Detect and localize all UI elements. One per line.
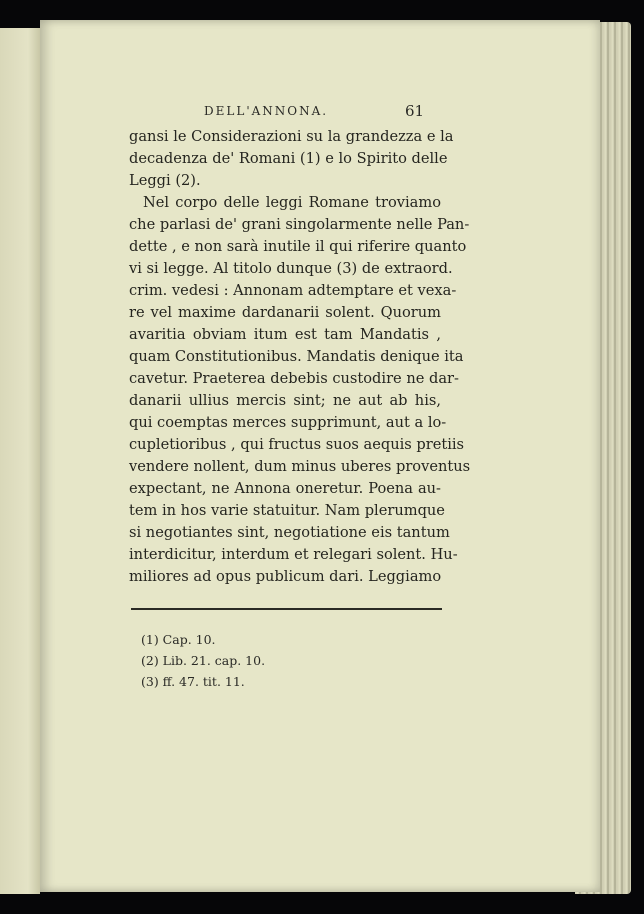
running-title: DELL'ANNONA. bbox=[204, 104, 329, 118]
text-line: cupletioribus , qui fructus suos aequis pretiis bbox=[129, 436, 465, 453]
text-line: vi si legge. Al titolo dunque (3) de extraord. bbox=[129, 260, 453, 277]
text-line: avaritia obviam itum est tam Mandatis , bbox=[129, 326, 441, 343]
paragraph-2 bbox=[129, 192, 471, 588]
text-line: danarii ullius mercis sint; ne aut ab his, bbox=[129, 392, 441, 409]
footnote-3: (3) ff. 47. tit. 11. bbox=[141, 674, 245, 689]
text-line: dette , e non sarà inutile il qui riferire quanto bbox=[129, 238, 467, 255]
page-number: 61 bbox=[405, 102, 425, 120]
text-line: che parlasi de' grani singolarmente nelle Pan- bbox=[129, 216, 470, 233]
text-line: vendere nollent, dum minus uberes proventus bbox=[129, 458, 471, 475]
footnote-separator bbox=[131, 608, 442, 610]
text-line: gansi le Considerazioni su la grandezza e la bbox=[129, 128, 454, 145]
text-line: cavetur. Praeterea debebis custodire ne dar- bbox=[129, 370, 459, 387]
text-line: crim. vedesi : Annonam adtemptare et vexa- bbox=[129, 282, 457, 299]
footnote-1: (1) Cap. 10. bbox=[141, 632, 216, 647]
text-line: re vel maxime dardanarii solent. Quorum bbox=[129, 304, 441, 321]
text-line: qui coemptas merces supprimunt, aut a lo- bbox=[129, 414, 447, 431]
footnotes bbox=[141, 629, 265, 692]
text-line: quam Constitutionibus. Mandatis denique ita bbox=[129, 348, 464, 365]
facing-page-edge bbox=[0, 28, 40, 894]
paragraph-1 bbox=[129, 126, 454, 192]
book-page bbox=[40, 20, 600, 892]
text-line: tem in hos varie statuitur. Nam plerumque bbox=[129, 502, 445, 519]
text-line: interdicitur, interdum et relegari solent. Hu- bbox=[129, 546, 458, 563]
text-line: miliores ad opus publicum dari. Leggiamo bbox=[129, 568, 442, 585]
text-line: decadenza de' Romani (1) e lo Spirito delle bbox=[129, 150, 448, 167]
footnote-2: (2) Lib. 21. cap. 10. bbox=[141, 653, 266, 668]
text-line: expectant, ne Annona oneretur. Poena au- bbox=[129, 480, 441, 497]
body-text bbox=[129, 126, 471, 588]
text-line: Nel corpo delle leggi Romane troviamo bbox=[143, 194, 441, 211]
text-line: Leggi (2). bbox=[129, 172, 201, 189]
text-line: si negotiantes sint, negotiatione eis tantum bbox=[129, 524, 450, 541]
page-header bbox=[40, 104, 600, 124]
